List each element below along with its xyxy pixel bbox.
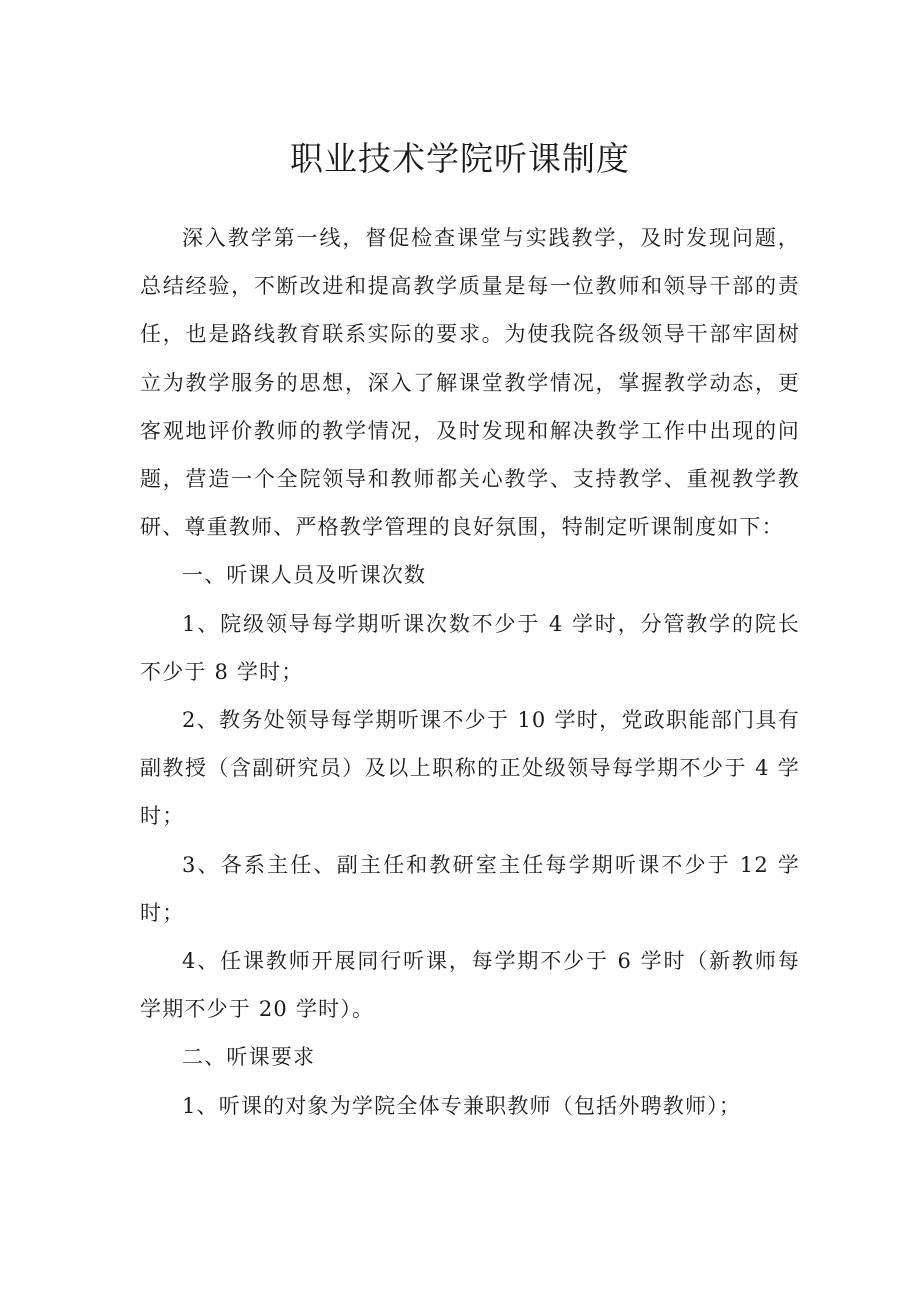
section-2-heading: 二、听课要求 (182, 1045, 316, 1070)
section-1-item-2: 2、教务处领导每学期听课不少于 10 学时，党政职能部门具有副教授（含副研究员）及以上职称的正处级领导每学期不少于 4 学时； (140, 708, 800, 829)
document-body (140, 214, 800, 1130)
section-1-item-4: 4、任课教师开展同行听课，每学期不少于 6 学时（新教师每学期不少于 20 学时）。 (140, 949, 800, 1022)
intro-paragraph: 深入教学第一线，督促检查课堂与实践教学，及时发现问题，总结经验，不断改进和提高教学质量是每一位教师和领导干部的责任，也是路线教育联系实际的要求。为使我院各级领导干部牢固树立为教学服务的思想，深入了解课堂教学情况，掌握教学动态，更客观地评价教师的教学情况，及时发现和解决教学工作中出现的问题，营造一个全院领导和教师都关心教学、支持教学、重视教学教研、尊重教师、严格教学管理的良好氛围，特制定听课制度如下： (140, 226, 800, 540)
section-1-heading: 一、听课人员及听课次数 (182, 563, 427, 588)
section-2-item-1: 1、听课的对象为学院全体专兼职教师（包括外聘教师）； (182, 1093, 742, 1118)
section-1-item-3: 3、各系主任、副主任和教研室主任每学期听课不少于 12 学时； (140, 852, 800, 925)
section-1-item-1: 1、院级领导每学期听课次数不少于 4 学时，分管教学的院长不少于 8 学时； (140, 611, 800, 684)
page-title: 职业技术学院听课制度 (290, 139, 630, 178)
